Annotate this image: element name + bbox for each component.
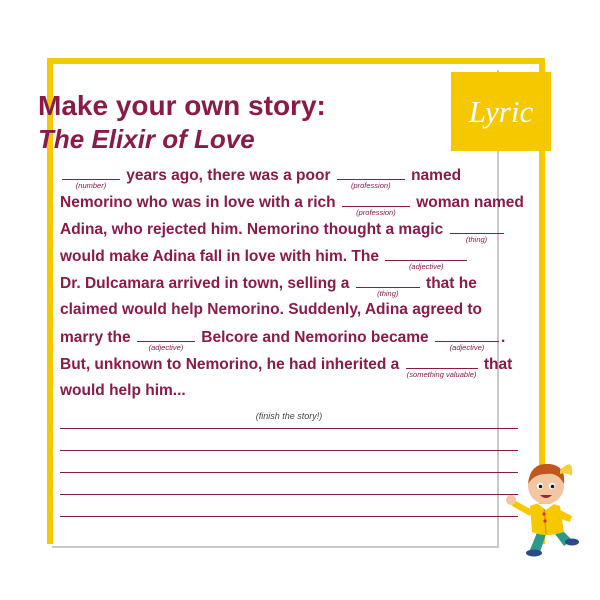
story-line [60,193,555,220]
writing-line[interactable] [60,494,518,495]
blank-profession[interactable] [342,193,410,217]
blank-thing[interactable] [450,220,504,244]
story-line [60,220,555,247]
blank-adjective[interactable] [385,247,467,271]
story-text-segment: would make Adina fall in love with him. The [60,248,384,265]
writing-line[interactable] [60,428,518,429]
story-line [60,382,555,409]
blank-hint: (adjective) [449,343,485,352]
cartoon-boy-icon [500,450,590,558]
page-title: Make your own story: [38,90,326,121]
blank-profession[interactable] [337,166,405,190]
story-text-segment: . [500,329,506,346]
story-text-segment: Dr. Dulcamara arrived in town, selling a [60,275,354,292]
blank-hint: (thing) [465,235,488,244]
blank-hint: (adjective) [148,343,184,352]
story-text-segment: Nemorino who was in love with a rich [60,194,340,211]
story-text-segment: that he [421,275,477,292]
blank-something-valuable[interactable] [406,355,478,379]
story-line [60,328,555,355]
finish-story-prompt: (finish the story!) [255,411,323,421]
blank-adjective[interactable] [137,328,195,352]
blank-adjective[interactable] [435,328,499,352]
story-line [60,274,555,301]
story-line [60,166,555,193]
story-line [60,247,555,274]
blank-hint: (profession) [350,181,391,190]
page-subtitle: The Elixir of Love [38,124,255,154]
blank-hint: (thing) [377,289,399,298]
blank-number[interactable] [62,166,120,190]
story-text-segment: woman named [411,194,524,211]
blank-thing[interactable] [356,274,420,298]
story-text-segment: would help him... [60,382,186,399]
writing-line[interactable] [60,472,518,473]
story-text-segment: that [479,356,513,373]
blank-hint: (profession) [356,208,396,217]
story-text [60,166,555,409]
blank-hint: (number) [75,181,107,190]
blank-hint: (something valuable) [406,370,477,379]
story-text-segment: Adina, who rejected him. Nemorino thought a magic [60,221,448,238]
story-text-segment: named [406,167,462,184]
story-text-segment: Belcore and Nemorino became [196,329,433,346]
lyric-badge [451,72,551,151]
writing-line[interactable] [60,450,518,451]
story-line [60,301,555,328]
story-text-segment: marry the [60,329,135,346]
writing-line[interactable] [60,516,518,517]
story-text-segment: claimed would help Nemorino. Suddenly, Adina agreed to [60,301,482,318]
blank-hint: (adjective) [408,262,444,271]
story-text-segment: years ago, there was a poor [122,167,335,184]
story-text-segment: But, unknown to Nemorino, he had inherited a [60,356,404,373]
lyric-badge-label: Lyric [468,93,534,129]
story-line [60,355,555,382]
